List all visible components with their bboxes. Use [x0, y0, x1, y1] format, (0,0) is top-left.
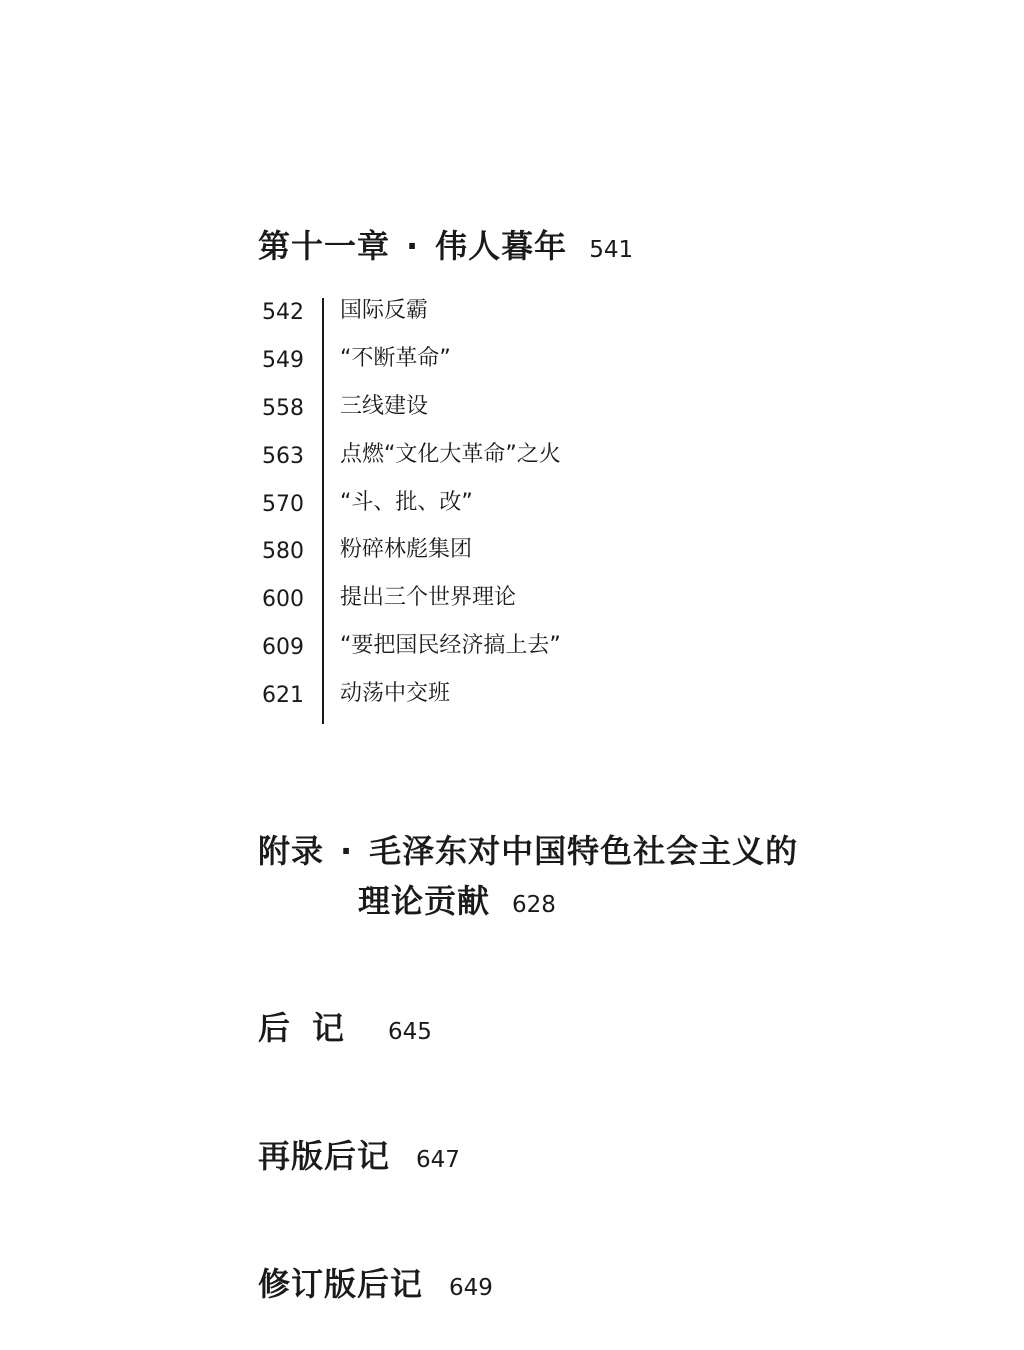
toc-entry[interactable] [262, 533, 682, 581]
section-title: 三线建设 [340, 393, 429, 419]
chapter-11-page: 541 [589, 237, 634, 263]
appendix-title-line1: 毛泽东对中国特色社会主义的 [369, 832, 799, 870]
afterword-heading [258, 1009, 432, 1047]
toc-entry[interactable] [262, 581, 682, 629]
chapter-11-title: 伟人暮年 [435, 227, 568, 265]
chapter-11-separator: · [406, 227, 420, 265]
section-title: “斗、批、改” [340, 489, 473, 515]
toc-entry[interactable] [262, 677, 682, 725]
second-edition-afterword-heading [258, 1137, 460, 1175]
chapter-11-label: 第十一章 [258, 227, 391, 265]
appendix-page: 628 [512, 892, 556, 918]
revised-edition-afterword-heading [258, 1265, 493, 1303]
appendix-heading [258, 832, 799, 920]
toc-entry[interactable] [262, 390, 682, 438]
chapter-11-section-list [262, 294, 682, 725]
section-page-number: 570 [262, 491, 304, 517]
afterword-page: 645 [388, 1019, 432, 1045]
second-edition-afterword-page: 647 [416, 1147, 460, 1173]
second-edition-afterword-title: 再版后记 [258, 1137, 391, 1175]
revised-edition-afterword-title: 修订版后记 [258, 1265, 424, 1303]
section-page-number: 558 [262, 395, 304, 421]
section-page-number: 563 [262, 443, 304, 469]
section-title: 国际反霸 [340, 298, 429, 323]
toc-entry[interactable] [262, 342, 682, 390]
section-title: “要把国民经济搞上去” [340, 633, 561, 659]
chapter-11-heading [258, 227, 634, 265]
section-page-number: 549 [262, 347, 304, 373]
section-page-number: 600 [262, 587, 304, 613]
revised-edition-afterword-page: 649 [449, 1275, 493, 1301]
toc-entry[interactable] [262, 294, 682, 342]
section-title: 提出三个世界理论 [340, 585, 517, 611]
appendix-title-line2-row [358, 882, 556, 920]
toc-entry[interactable] [262, 486, 682, 534]
section-title: 动荡中交班 [340, 681, 451, 707]
section-page-number: 542 [262, 300, 304, 325]
section-title: 点燃“文化大革命”之火 [340, 441, 561, 467]
toc-entry[interactable] [262, 438, 682, 486]
section-page-number: 609 [262, 635, 304, 661]
appendix-label: 附录 [258, 832, 325, 870]
toc-entry[interactable] [262, 629, 682, 677]
section-title: 粉碎林彪集团 [340, 537, 473, 563]
appendix-separator: · [340, 832, 354, 870]
section-page-number: 580 [262, 539, 304, 565]
section-page-number: 621 [262, 683, 304, 709]
appendix-title-line2: 理论贡献 [358, 882, 491, 920]
afterword-title: 后记 [258, 1009, 367, 1047]
section-title: “不断革命” [340, 345, 451, 371]
